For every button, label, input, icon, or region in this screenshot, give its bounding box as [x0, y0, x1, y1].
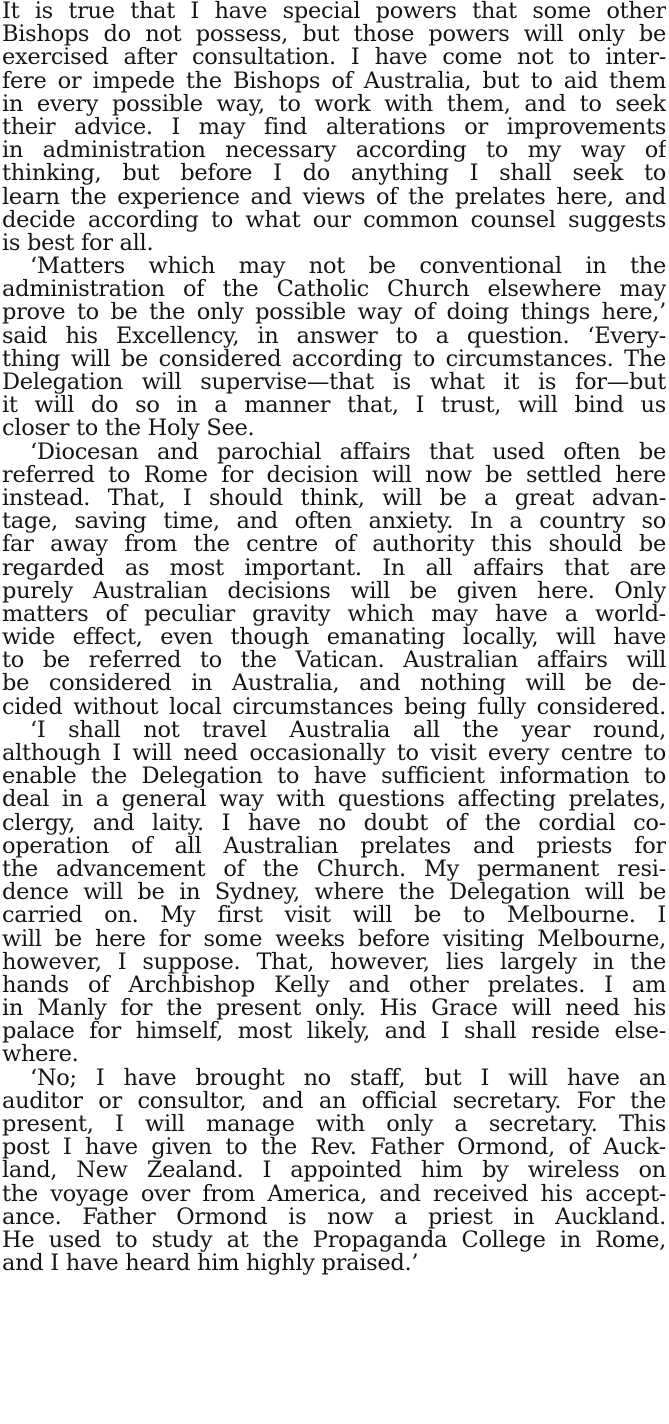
text-line: their advice. I may find alterations or improvements: [2, 115, 666, 140]
text-line: to be referred to the Vatican. Australian affairs will: [2, 649, 666, 673]
paragraph-5: [2, 1067, 666, 1276]
text-line: enable the Delegation to have sufficient information to: [2, 765, 666, 789]
text-line: hands of Archbishop Kelly and other prelates. I am: [2, 973, 666, 998]
text-line: referred to Rome for decision will now be settled here: [2, 463, 666, 487]
text-line: present, I will manage with only a secretary. This: [2, 1113, 666, 1137]
paragraph-2: [2, 255, 666, 441]
text-line: deal in a general way with questions affecting prelates,: [2, 788, 666, 812]
text-line: ‘I shall not travel Australia all the year round,: [30, 718, 666, 742]
text-line: be considered in Australia, and nothing will be de-: [2, 672, 666, 696]
text-line: He used to study at the Propaganda College in Rome,: [2, 1228, 666, 1253]
text-line: Bishops do not possess, but those powers will only be: [2, 23, 666, 47]
text-line: in administration necessary according to my way of: [2, 139, 666, 163]
text-line: exercised after consultation. I have come not to inter-: [2, 46, 666, 70]
text-line: carried on. My first visit will be to Melbourne. I: [2, 904, 666, 928]
text-line: decide according to what our common counsel suggests: [2, 208, 666, 232]
text-line: the voyage over from America, and received his accept-: [2, 1182, 666, 1206]
text-line: it will do so in a manner that, I trust, will bind us: [2, 394, 666, 418]
paragraph-1: [2, 0, 666, 255]
text-line: purely Australian decisions will be given here. Only: [2, 579, 666, 603]
text-line: closer to the Holy See.: [2, 417, 255, 441]
text-line: land, New Zealand. I appointed him by wireless on: [2, 1159, 666, 1183]
paragraph-3: [2, 441, 666, 719]
text-line: where.: [2, 1043, 79, 1067]
text-line: tage, saving time, and often anxiety. In a country so: [2, 510, 666, 534]
text-line: ‘Diocesan and parochial affairs that used often be: [30, 440, 666, 464]
text-line: regarded as most important. In all affairs that are: [2, 556, 666, 580]
text-line: however, I suppose. That, however, lies largely in the: [2, 950, 666, 974]
text-line: thing will be considered according to circumstances. The: [2, 347, 666, 371]
text-line: post I have given to the Rev. Father Ormond, of Auck-: [2, 1136, 666, 1160]
text-line: administration of the Catholic Church elsewhere may: [2, 278, 666, 302]
text-line: cided without local circumstances being fully considered.: [2, 695, 666, 719]
paragraph-4: [2, 719, 666, 1067]
text-line: wide effect, even though emanating locally, will have: [2, 626, 666, 650]
text-line: learn the experience and views of the prelates here, and: [2, 185, 666, 209]
text-line: ‘Matters which may not be conventional in the: [30, 255, 666, 279]
text-line: ance. Father Ormond is now a priest in Auckland.: [2, 1205, 666, 1229]
text-line: will be here for some weeks before visiting Melbourne,: [2, 927, 666, 951]
text-line: prove to be the only possible way of doing things here,’: [2, 301, 666, 325]
text-line: clergy, and laity. I have no doubt of the cordial co-: [2, 811, 666, 835]
text-line: fere or impede the Bishops of Australia, but to aid them: [2, 69, 666, 93]
text-line: and I have heard him highly praised.’: [2, 1252, 419, 1276]
text-line: Delegation will supervise—that is what it is for—but: [2, 371, 666, 395]
text-line: instead. That, I should think, will be a great advan-: [2, 486, 666, 511]
text-line: palace for himself, most likely, and I shall reside else-: [2, 1020, 666, 1044]
text-line: in every possible way, to work with them, and to seek: [2, 92, 666, 116]
text-line: thinking, but before I do anything I shall seek to: [2, 162, 666, 186]
text-line: It is true that I have special powers that some other: [2, 0, 666, 24]
text-line: said his Excellency, in answer to a question. ‘Every-: [2, 324, 666, 348]
text-line: dence will be in Sydney, where the Delegation will be: [2, 881, 666, 905]
text-line: although I will need occasionally to visit every centre to: [2, 742, 666, 766]
text-line: far away from the centre of authority this should be: [2, 533, 666, 557]
text-line: the advancement of the Church. My permanent resi-: [2, 857, 666, 882]
text-line: auditor or consultor, and an official secretary. For the: [2, 1089, 666, 1113]
text-line: is best for all.: [2, 231, 154, 256]
text-line: ‘No; I have brought no staff, but I will have an: [30, 1066, 666, 1090]
text-line: in Manly for the present only. His Grace will need his: [2, 997, 666, 1021]
text-line: matters of peculiar gravity which may have a world-: [2, 602, 666, 627]
text-line: operation of all Australian prelates and priests for: [2, 834, 666, 858]
